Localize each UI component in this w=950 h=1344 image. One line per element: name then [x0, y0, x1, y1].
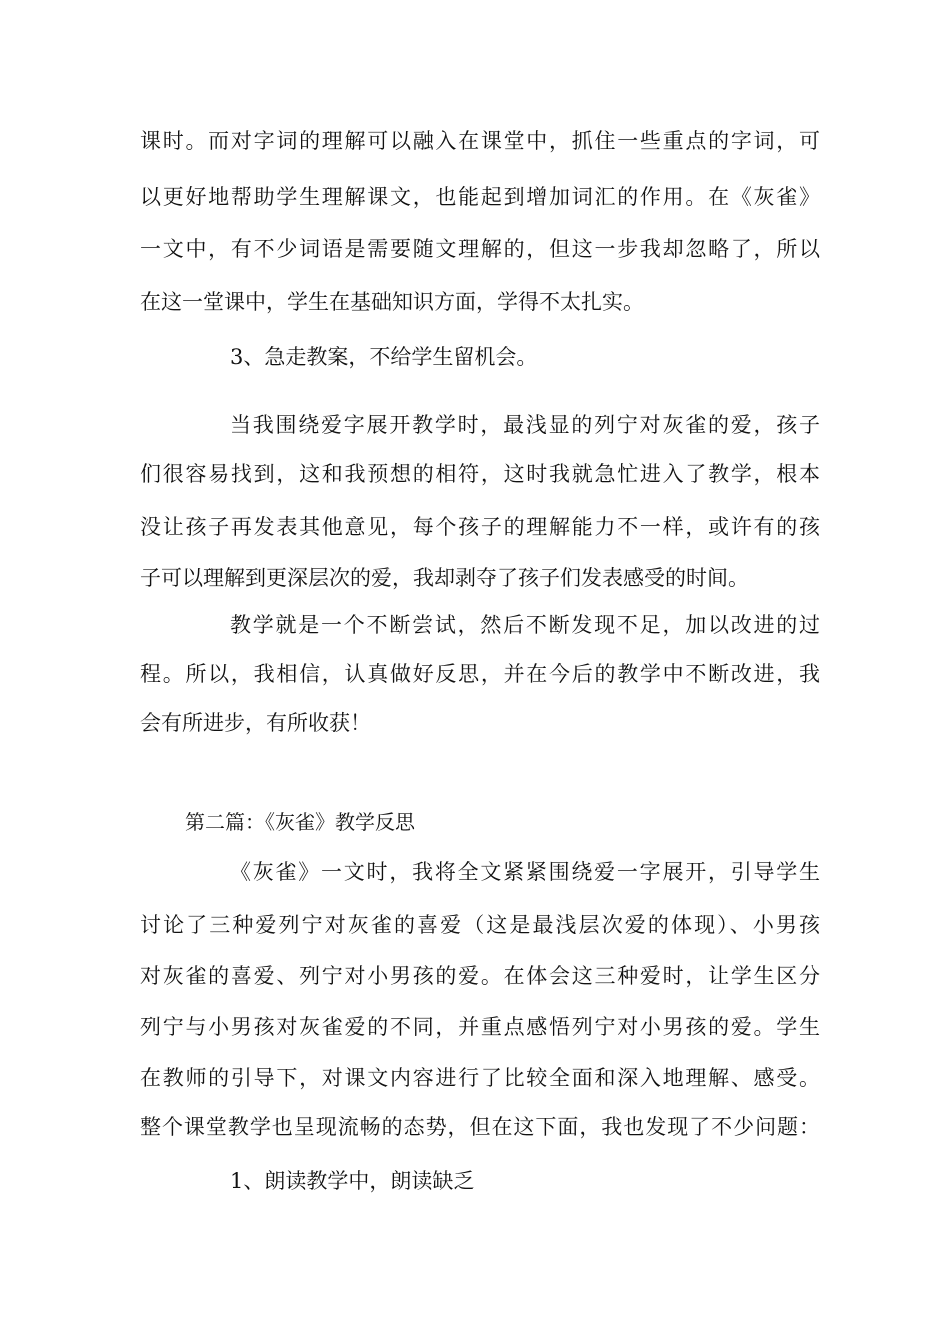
list-item-3: 3、急走教案，不给学生留机会。	[230, 345, 538, 369]
paragraph-2-line-4: 子可以理解到更深层次的爱，我却剥夺了孩子们发表感受的时间。	[140, 566, 749, 590]
paragraph-3-line-3: 会有所进步，有所收获！	[140, 711, 371, 735]
paragraph-3-line-2: 程。所以，我相信，认真做好反思，并在今后的教学中不断改进，我	[140, 662, 820, 686]
paragraph-3-line-1: 教学就是一个不断尝试，然后不断发现不足，加以改进的过	[230, 613, 820, 637]
paragraph-4-line-2: 讨论了三种爱列宁对灰雀的喜爱（这是最浅层次爱的体现）、小男孩	[140, 913, 820, 937]
paragraph-2-line-1: 当我围绕爱字展开教学时，最浅显的列宁对灰雀的爱，孩子	[230, 413, 820, 437]
paragraph-4-line-1: 《灰雀》一文时，我将全文紧紧围绕爱一字展开，引导学生	[230, 860, 820, 884]
paragraph-1-line-2: 以更好地帮助学生理解课文，也能起到增加词汇的作用。在《灰雀》	[140, 185, 820, 209]
paragraph-1-line-3: 一文中，有不少词语是需要随文理解的，但这一步我却忽略了，所以	[140, 237, 820, 261]
paragraph-2-line-2: 们很容易找到，这和我预想的相符，这时我就急忙进入了教学，根本	[140, 462, 820, 486]
paragraph-4-line-3: 对灰雀的喜爱、列宁对小男孩的爱。在体会这三种爱时，让学生区分	[140, 964, 820, 988]
paragraph-2-line-3: 没让孩子再发表其他意见，每个孩子的理解能力不一样，或许有的孩	[140, 515, 820, 539]
paragraph-4-line-5: 在教师的引导下，对课文内容进行了比较全面和深入地理解、感受。	[140, 1066, 820, 1090]
paragraph-4-line-6: 整个课堂教学也呈现流畅的态势，但在这下面，我也发现了不少问题：	[140, 1115, 820, 1139]
paragraph-1-line-1: 课时。而对字词的理解可以融入在课堂中，抓住一些重点的字词，可	[140, 129, 820, 153]
section-heading: 第二篇：《灰雀》教学反思	[185, 810, 415, 834]
paragraph-4-line-4: 列宁与小男孩对灰雀爱的不同，并重点感悟列宁对小男孩的爱。学生	[140, 1015, 820, 1039]
paragraph-1-line-4: 在这一堂课中，学生在基础知识方面，学得不太扎实。	[140, 290, 644, 314]
list-item-1: 1、朗读教学中，朗读缺乏	[230, 1169, 475, 1193]
